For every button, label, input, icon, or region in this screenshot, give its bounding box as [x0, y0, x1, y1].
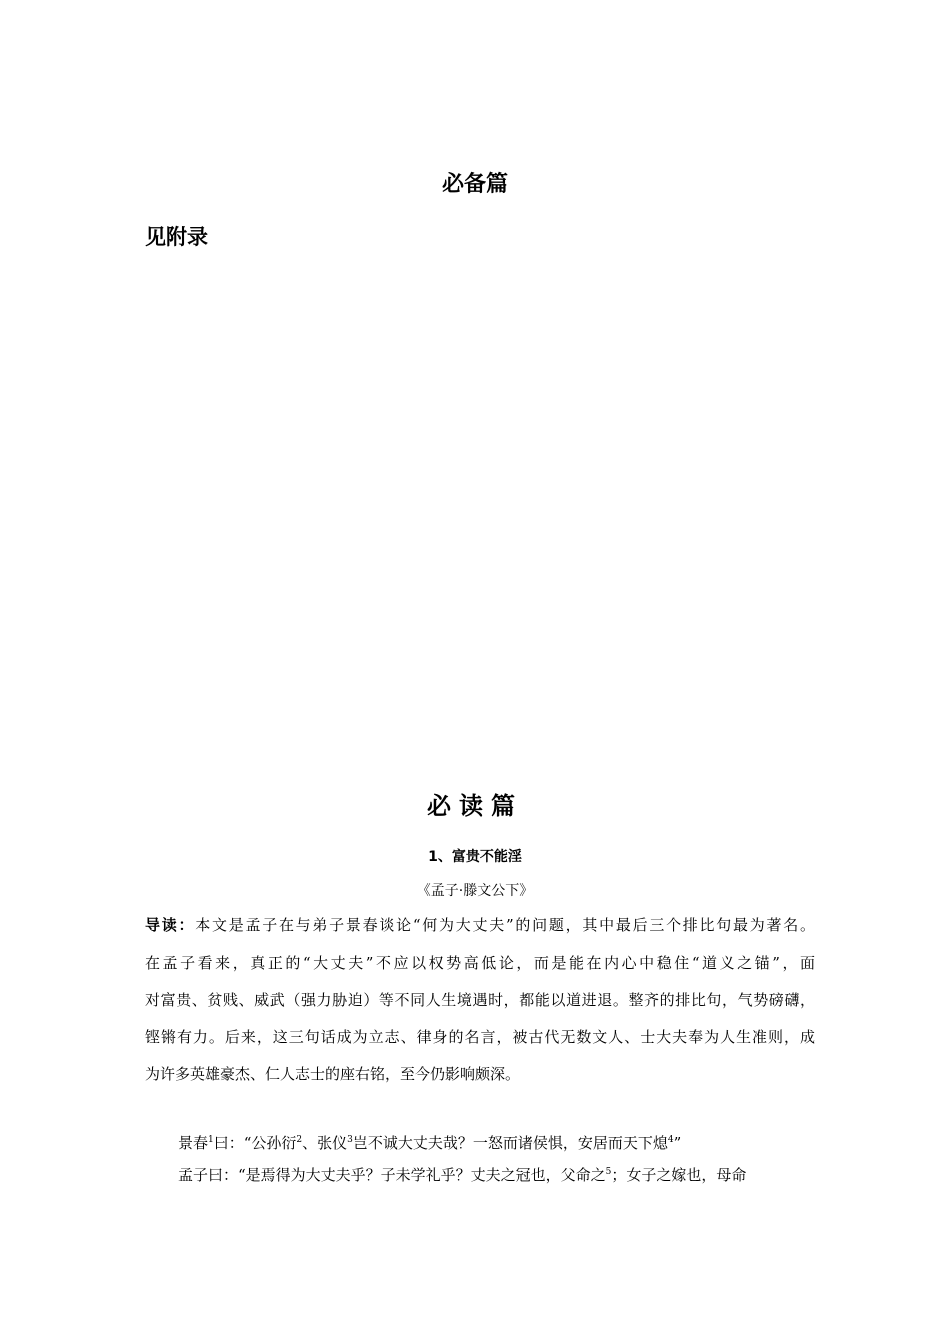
dialogue-text: 曰：“公孙衍 — [213, 1134, 297, 1152]
dialogue-text: ；女子之嫁也，母命 — [611, 1166, 747, 1184]
dialogue-text: ” — [673, 1134, 682, 1152]
footnote-marker: 5 — [605, 1167, 612, 1177]
section-title-required-prep: 必备篇 — [441, 172, 508, 197]
intro-text: 本文是孟子在与弟子景春谈论“何为大丈夫”的问题，其中最后三个排比句最为著名。 — [195, 916, 815, 934]
intro-line — [145, 914, 815, 936]
intro-line: 对富贵、贫贱、威武（强力胁迫）等不同人生境遇时，都能以道进退。整齐的排比句，气势磅礴， — [145, 991, 815, 1009]
dialogue-text: 、张仪 — [302, 1134, 348, 1152]
section-title-required-reading: 必读篇 — [427, 792, 523, 820]
article-title: 1、富贵不能淫 — [428, 849, 522, 865]
footnote-marker: 2 — [296, 1135, 303, 1145]
dialogue-line-jingchun — [178, 1132, 681, 1154]
see-appendix-note: 见附录 — [145, 225, 208, 249]
intro-label: 导读： — [145, 916, 196, 934]
dialogue-text: 岂不诚大丈夫哉？一怒而诸侯惧，安居而天下熄 — [352, 1134, 668, 1152]
intro-line: 在孟子看来，真正的“大丈夫”不应以权势高低论，而是能在内心中稳住“道义之锚”，面 — [145, 954, 815, 972]
article-source: 《孟子·滕文公下》 — [416, 883, 534, 899]
footnote-marker: 1 — [208, 1135, 214, 1145]
dialogue-line-mencius — [178, 1164, 746, 1186]
footnote-marker: 3 — [347, 1135, 353, 1145]
dialogue-text: 孟子曰：“是焉得为大丈夫乎？子未学礼乎？丈夫之冠也，父命之 — [178, 1166, 606, 1184]
footnote-marker: 4 — [667, 1135, 674, 1145]
dialogue-text: 景春 — [178, 1134, 209, 1152]
intro-line: 为许多英雄豪杰、仁人志士的座右铭，至今仍影响颇深。 — [145, 1065, 521, 1083]
intro-line: 铿锵有力。后来，这三句话成为立志、律身的名言，被古代无数文人、士大夫奉为人生准则，成 — [145, 1028, 815, 1046]
